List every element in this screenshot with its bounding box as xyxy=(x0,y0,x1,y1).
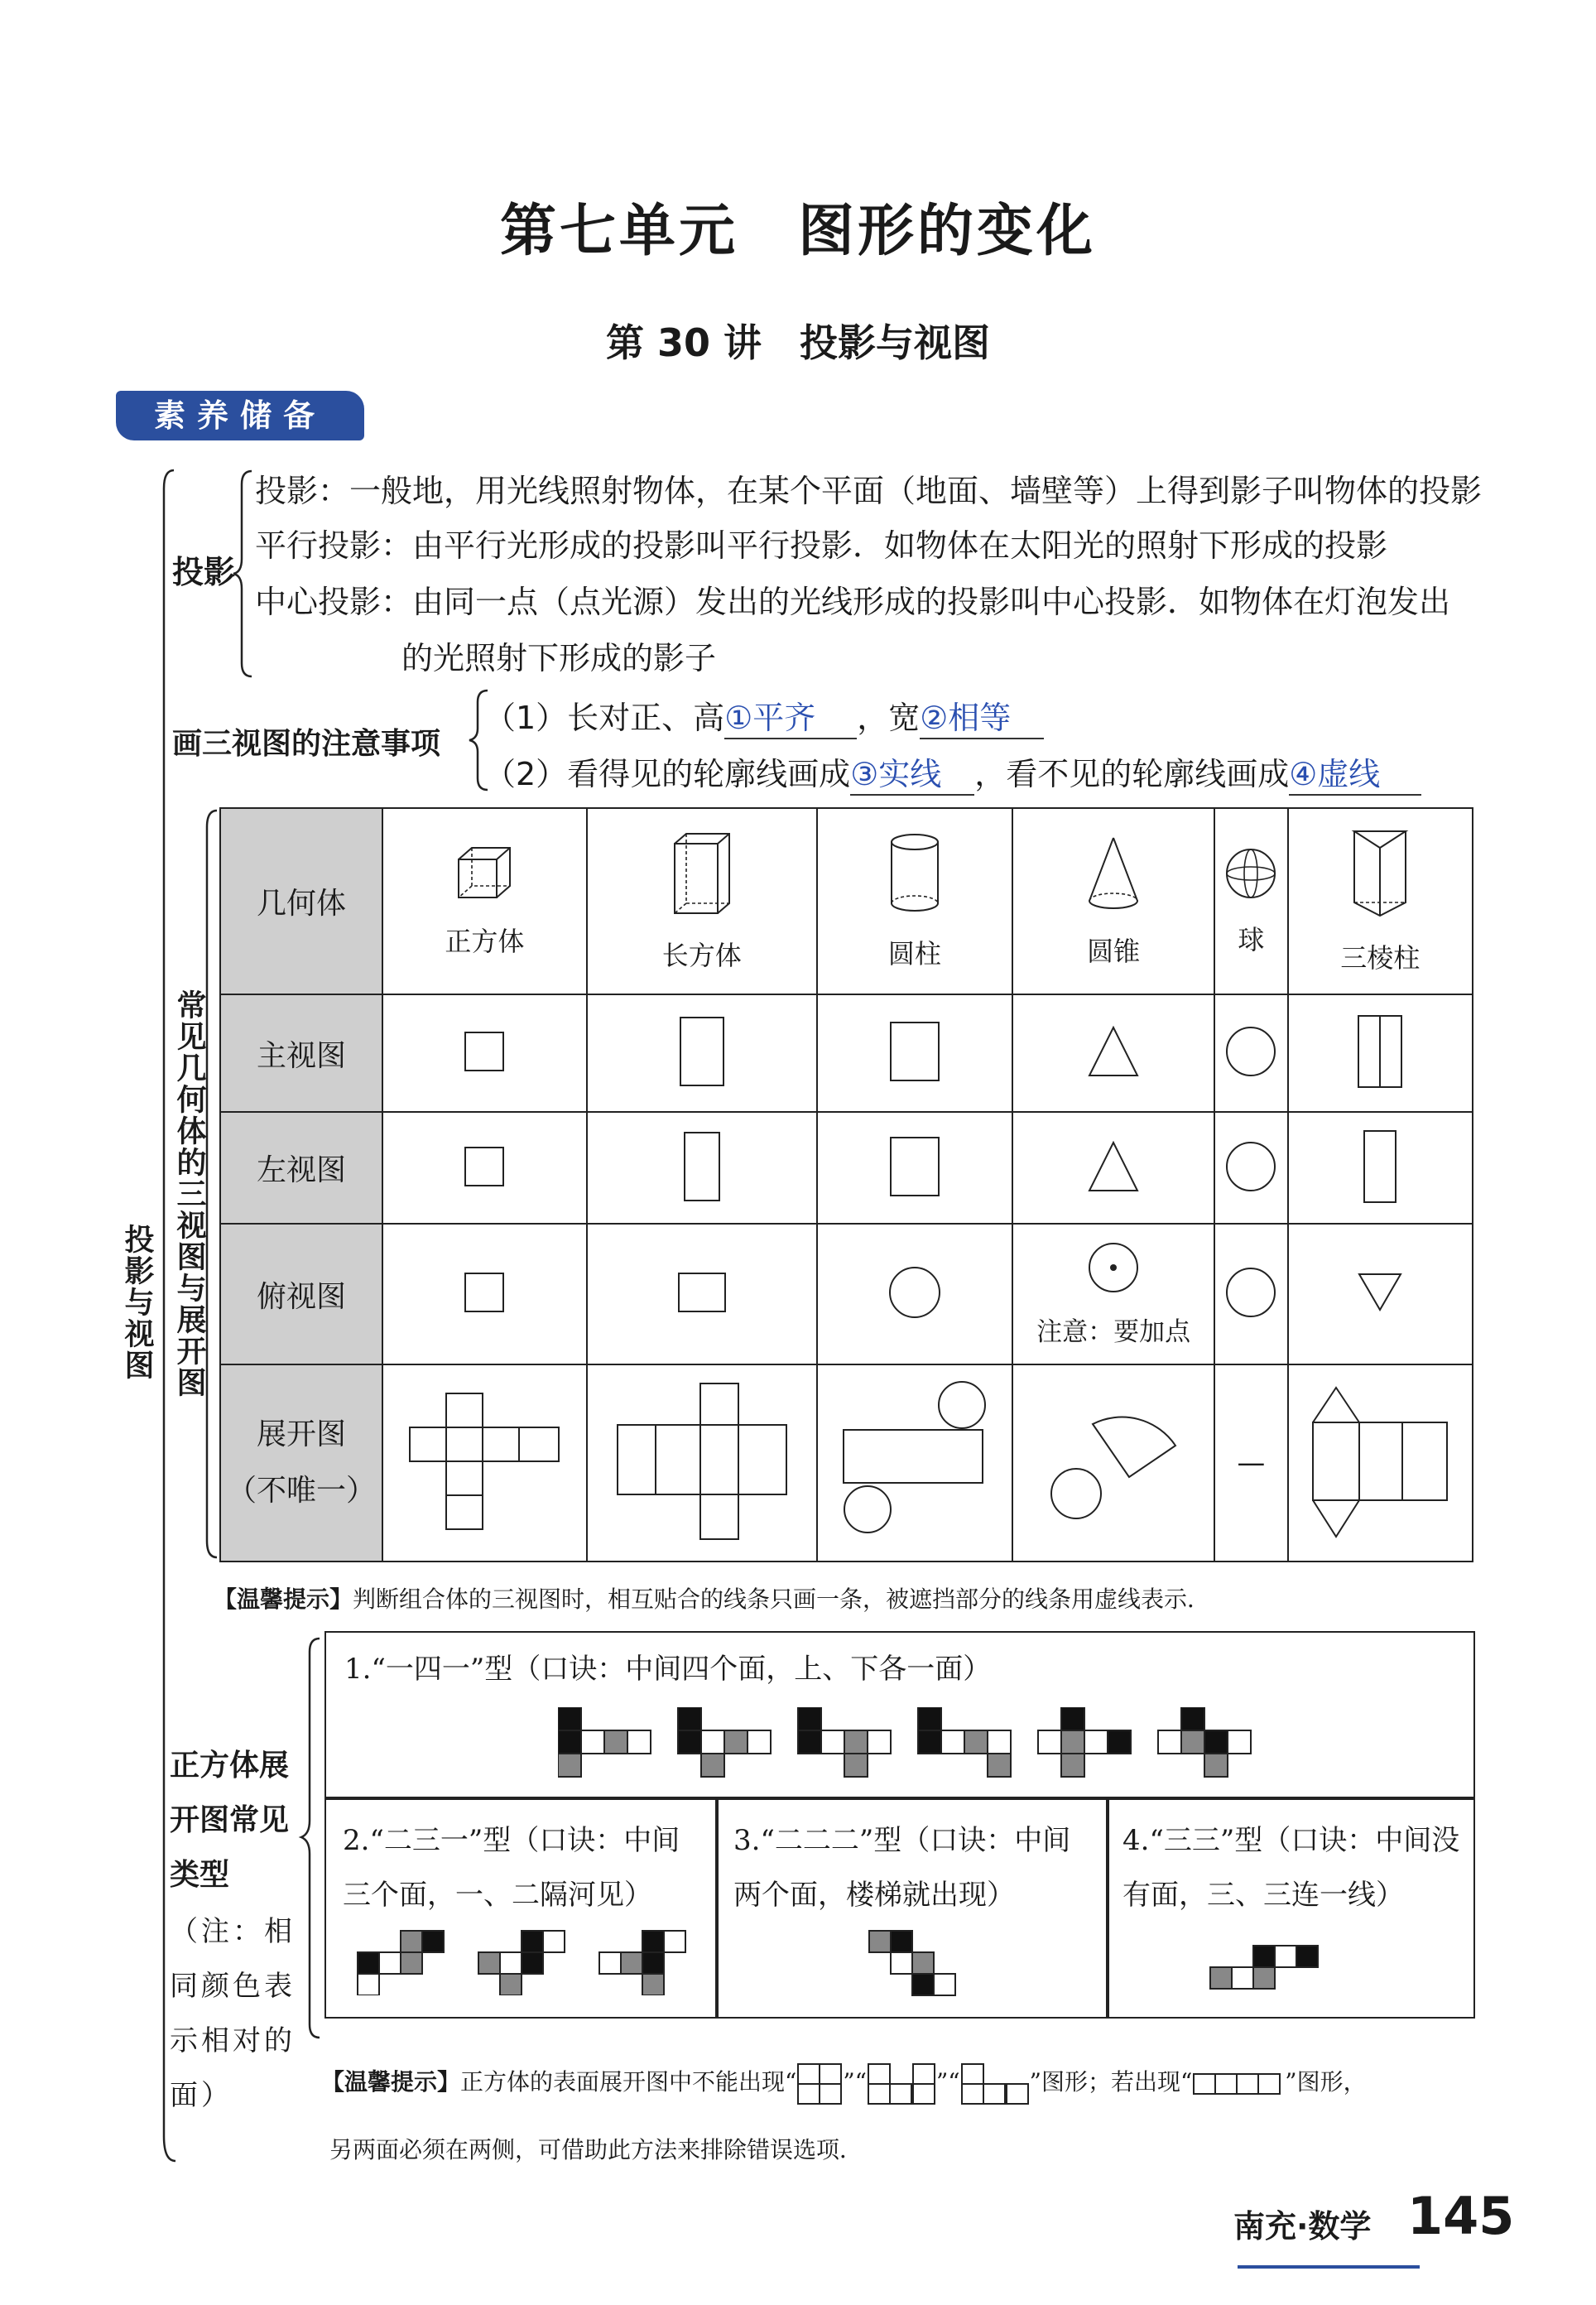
notes-line-1 xyxy=(484,692,1044,739)
tip-1-label: 【温馨提示】 xyxy=(214,1586,353,1613)
footer-underline xyxy=(1238,2265,1420,2269)
row-header-left: 左视图 xyxy=(220,1112,382,1224)
notes-line-1-a: （1）长对正、高 xyxy=(484,700,725,736)
table-side-label: 常见几何体的三视图与展开图 xyxy=(172,989,206,1398)
tip-2-label: 【温馨提示】 xyxy=(321,2068,461,2096)
tip-2-text-a: 正方体的表面展开图中不能出现“ xyxy=(460,2068,797,2096)
notes-line-2 xyxy=(484,748,1421,796)
rectangle-shape xyxy=(677,1272,727,1313)
tip-1-text: 判断组合体的三视图时，相互贴合的线条只画一条，被遮挡部分的线条用虚线表示． xyxy=(353,1586,1211,1613)
page-number: 145 xyxy=(1407,2186,1515,2246)
type4-box xyxy=(1106,1797,1475,2019)
circle-shape xyxy=(1224,1140,1277,1193)
top-prism xyxy=(1288,1224,1473,1364)
left-sphere xyxy=(1214,1112,1287,1224)
row-header-net: 展开图 （不唯一） xyxy=(220,1364,382,1562)
projection-brace xyxy=(232,468,257,679)
type3-box xyxy=(715,1797,1109,2019)
row-header-front: 主视图 xyxy=(220,994,382,1112)
notes-label: 画三视图的注意事项 xyxy=(172,727,441,761)
net-sphere xyxy=(1214,1364,1287,1562)
solid-name-prism: 三棱柱 xyxy=(1340,941,1421,974)
net-cube xyxy=(382,1364,587,1562)
cuboid-icon xyxy=(671,830,733,917)
triangle-shape xyxy=(1087,1025,1140,1078)
cone-icon xyxy=(1086,835,1141,912)
views-table xyxy=(219,807,1473,1562)
solid-name-cube: 正方体 xyxy=(445,925,525,957)
type2-label: 2.“二三一”型（口诀：中间三个面，一、二隔河见） xyxy=(343,1824,680,1912)
cuboid-net-shape xyxy=(614,1380,790,1542)
four-in-row-shape xyxy=(1192,2072,1285,2096)
type1-label: 1.“一四一”型（口诀：中间四个面，上、下各一面） xyxy=(344,1653,992,1686)
cylinder-net-shape xyxy=(840,1379,989,1544)
cell-cone xyxy=(1012,808,1214,994)
front-cone xyxy=(1012,994,1214,1112)
net-cone xyxy=(1012,1364,1214,1562)
notes-line-1-b: ，宽 xyxy=(857,700,921,736)
square-shape xyxy=(464,1146,505,1187)
projection-line-3: 中心投影：由同一点（点光源）发出的光线形成的投影叫中心投影．如物体在灯泡发出 xyxy=(255,584,1451,620)
net-cuboid xyxy=(587,1364,817,1562)
answer-3: ③实线 xyxy=(850,748,974,796)
forbidden-shape-2 xyxy=(867,2062,936,2105)
tip-1 xyxy=(214,1581,1210,1614)
unit-title: 第七单元 图形的变化 xyxy=(499,198,1096,264)
tip-2-line-1 xyxy=(321,2057,1367,2107)
tip-2-line-2: 另两面必须在两侧，可借助此方法来排除错误选项． xyxy=(329,2136,863,2163)
sphere-icon xyxy=(1223,846,1278,901)
tip-2-text-c: ”“ xyxy=(935,2068,960,2096)
cell-prism xyxy=(1288,808,1473,994)
circle-shape xyxy=(887,1265,942,1320)
circle-shape xyxy=(1224,1025,1277,1078)
tip-2-text-e: ”图形， xyxy=(1285,2068,1367,2096)
rectangle-shape xyxy=(683,1131,721,1202)
type1-nets xyxy=(558,1707,1253,1782)
front-sphere xyxy=(1214,994,1287,1112)
answer-2: ②相等 xyxy=(920,692,1044,739)
type2-box xyxy=(324,1797,719,2019)
front-cube xyxy=(382,994,587,1112)
solid-name-cuboid: 长方体 xyxy=(661,939,742,971)
square-shape xyxy=(464,1272,505,1313)
triangle-shape xyxy=(1087,1140,1140,1193)
solid-name-cylinder: 圆柱 xyxy=(887,937,941,970)
solid-name-cone: 圆锥 xyxy=(1087,935,1141,967)
rectangle-shape xyxy=(889,1021,940,1082)
top-cuboid xyxy=(587,1224,817,1364)
square-shape xyxy=(464,1031,505,1072)
type2-nets xyxy=(351,1929,699,1995)
row-header-top: 俯视图 xyxy=(220,1224,382,1364)
cube-net-shape xyxy=(406,1390,562,1533)
front-cuboid xyxy=(587,994,817,1112)
notes-line-2-b: ，看不见的轮廓线画成 xyxy=(974,756,1290,792)
answer-4: ④虚线 xyxy=(1289,748,1421,796)
forbidden-shape-3 xyxy=(960,2062,1030,2105)
front-cylinder xyxy=(817,994,1012,1112)
projection-line-4: 的光照射下形成的影子 xyxy=(401,640,717,676)
tip-2-text-b: ”“ xyxy=(843,2068,867,2096)
row-header-solid: 几何体 xyxy=(220,808,382,994)
cone-net-shape xyxy=(1043,1391,1184,1532)
section-badge: 素养储备 xyxy=(116,391,364,440)
prism-icon xyxy=(1351,828,1409,919)
net-prism xyxy=(1288,1364,1473,1562)
top-cone xyxy=(1012,1224,1214,1364)
footer-book: 南充·数学 xyxy=(1233,2208,1372,2245)
cell-sphere xyxy=(1214,808,1287,994)
cube-nets-note: （注：相同颜色表示相对的面） xyxy=(170,1915,296,2112)
left-cube xyxy=(382,1112,587,1224)
side-title: 投影与视图 xyxy=(120,1224,154,1381)
left-prism xyxy=(1288,1112,1473,1224)
projection-line-2: 平行投影：由平行光形成的投影叫平行投影．如物体在太阳光的照射下形成的投影 xyxy=(255,527,1388,564)
left-cone xyxy=(1012,1112,1214,1224)
solid-name-sphere: 球 xyxy=(1238,923,1265,955)
cell-cylinder xyxy=(817,808,1012,994)
circle-shape xyxy=(1224,1266,1277,1319)
net-cylinder xyxy=(817,1364,1012,1562)
cell-cuboid xyxy=(587,808,817,994)
cell-cube xyxy=(382,808,587,994)
type1-box xyxy=(324,1631,1475,1800)
top-cylinder xyxy=(817,1224,1012,1364)
circle-with-dot-shape xyxy=(1087,1241,1140,1294)
sphere-net-dash: — xyxy=(1237,1446,1266,1480)
answer-1: ①平齐 xyxy=(724,692,857,739)
cube-icon xyxy=(455,845,513,902)
cone-top-note: 注意：要加点 xyxy=(1036,1316,1191,1347)
inverted-triangle-shape xyxy=(1357,1272,1403,1313)
prism-net-shape xyxy=(1310,1383,1450,1540)
projection-line-1: 投影：一般地，用光线照射物体，在某个平面（地面、墙壁等）上得到影子叫物体的投影 xyxy=(255,473,1483,509)
rectangle-shape xyxy=(1363,1129,1397,1204)
forbidden-shape-1 xyxy=(796,2062,843,2105)
type3-label: 3.“二二二”型（口诀：中间两个面，楼梯就出现） xyxy=(733,1824,1071,1912)
notes-line-2-a: （2）看得见的轮廓线画成 xyxy=(484,756,851,792)
split-rectangle-shape xyxy=(1357,1014,1403,1089)
top-cube xyxy=(382,1224,587,1364)
rectangle-shape xyxy=(889,1136,940,1197)
left-cylinder xyxy=(817,1112,1012,1224)
tip-2-text-d: ”图形；若出现“ xyxy=(1029,2068,1193,2096)
front-prism xyxy=(1288,994,1473,1112)
lecture-title: 第 30 讲 投影与视图 xyxy=(605,320,991,365)
projection-label: 投影 xyxy=(172,554,236,590)
rectangle-shape xyxy=(679,1016,725,1087)
cylinder-icon xyxy=(887,832,942,915)
type3-net xyxy=(866,1929,965,2012)
type4-label: 4.“三三”型（口诀：中间没有面，三、三连一线） xyxy=(1122,1824,1460,1912)
top-sphere xyxy=(1214,1224,1287,1364)
type4-net xyxy=(1207,1944,1331,2002)
left-cuboid xyxy=(587,1112,817,1224)
cube-nets-label: 正方体展开图常见类型 xyxy=(170,1749,290,1892)
